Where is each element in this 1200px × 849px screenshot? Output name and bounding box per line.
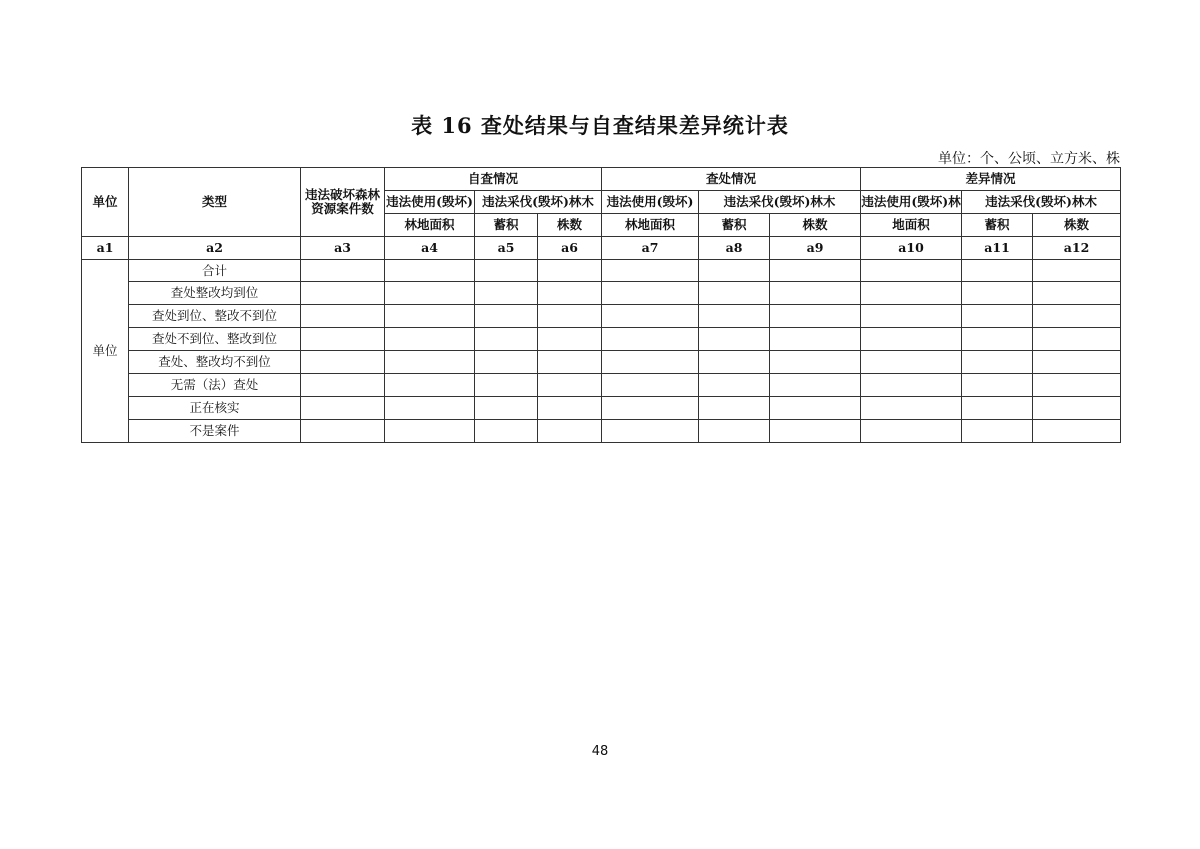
code-cell: a7 — [602, 236, 699, 259]
diff-ground-area: 地面积 — [861, 213, 962, 236]
data-cell — [770, 328, 861, 351]
data-cell — [602, 328, 699, 351]
data-cell — [475, 305, 538, 328]
self-forest-area: 林地面积 — [385, 213, 475, 236]
table-row — [82, 351, 1121, 374]
header-type: 类型 — [129, 168, 301, 237]
data-cell — [538, 305, 602, 328]
data-cell — [301, 259, 385, 282]
data-cell — [1033, 259, 1121, 282]
data-cell — [962, 374, 1033, 397]
diff-illegal-cutting: 违法采伐(毁坏)林木 — [962, 190, 1121, 213]
data-cell — [861, 282, 962, 305]
data-cell — [861, 328, 962, 351]
data-cell — [861, 374, 962, 397]
data-cell — [861, 351, 962, 374]
data-cell — [475, 374, 538, 397]
table-row — [82, 419, 1121, 442]
data-cell — [962, 259, 1033, 282]
data-cell — [1033, 351, 1121, 374]
data-cell — [475, 351, 538, 374]
data-cell — [602, 305, 699, 328]
data-cell — [475, 259, 538, 282]
data-cell — [301, 419, 385, 442]
inv-volume: 蓄积 — [699, 213, 770, 236]
code-cell: a3 — [301, 236, 385, 259]
data-cell — [1033, 374, 1121, 397]
data-cell — [962, 305, 1033, 328]
self-tree-count: 株数 — [538, 213, 602, 236]
header-row-1 — [82, 168, 1121, 191]
header-self-check: 自查情况 — [385, 168, 602, 191]
page-number: 48 — [591, 744, 609, 759]
code-cell: a2 — [129, 236, 301, 259]
unit-note: 单位：个、公顷、立方米、株 — [938, 151, 1120, 167]
data-cell — [1033, 328, 1121, 351]
data-cell — [699, 328, 770, 351]
code-cell: a10 — [861, 236, 962, 259]
row-type: 正在核实 — [129, 396, 301, 419]
code-cell: a6 — [538, 236, 602, 259]
data-cell — [385, 396, 475, 419]
data-cell — [385, 419, 475, 442]
table-row — [82, 374, 1121, 397]
data-cell — [699, 282, 770, 305]
data-cell — [770, 259, 861, 282]
row-type: 查处到位、整改不到位 — [129, 305, 301, 328]
data-cell — [1033, 282, 1121, 305]
row-type: 查处不到位、整改到位 — [129, 328, 301, 351]
row-type: 合计 — [129, 259, 301, 282]
data-cell — [475, 419, 538, 442]
header-cases-line1: 违法破坏森林 — [304, 186, 380, 202]
data-cell — [962, 419, 1033, 442]
data-cell — [385, 282, 475, 305]
data-cell — [385, 351, 475, 374]
header-investigation: 查处情况 — [602, 168, 861, 191]
page-title: 表 16 查处结果与自查结果差异统计表 — [411, 113, 789, 138]
data-cell — [1033, 396, 1121, 419]
data-cell — [699, 374, 770, 397]
data-cell — [962, 351, 1033, 374]
data-cell — [385, 305, 475, 328]
data-cell — [385, 328, 475, 351]
row-type: 查处、整改均不到位 — [129, 351, 301, 374]
data-cell — [301, 396, 385, 419]
data-cell — [538, 282, 602, 305]
code-cell: a8 — [699, 236, 770, 259]
self-illegal-use: 违法使用(毁坏) — [385, 190, 475, 213]
inv-forest-area: 林地面积 — [602, 213, 699, 236]
data-cell — [962, 282, 1033, 305]
data-cell — [699, 259, 770, 282]
row-type: 查处整改均到位 — [129, 282, 301, 305]
data-cell — [538, 351, 602, 374]
code-cell: a9 — [770, 236, 861, 259]
table-row — [82, 396, 1121, 419]
data-cell — [301, 374, 385, 397]
data-cell — [1033, 305, 1121, 328]
data-cell — [602, 396, 699, 419]
table-row — [82, 305, 1121, 328]
header-unit: 单位 — [82, 168, 129, 237]
diff-volume: 蓄积 — [962, 213, 1033, 236]
row-type: 无需（法）查处 — [129, 374, 301, 397]
code-cell: a5 — [475, 236, 538, 259]
difference-statistics-table — [81, 167, 1121, 443]
data-cell — [861, 396, 962, 419]
header-difference: 差异情况 — [861, 168, 1121, 191]
header-cases-line2: 资源案件数 — [311, 200, 374, 216]
data-cell — [699, 396, 770, 419]
data-cell — [301, 328, 385, 351]
data-cell — [861, 305, 962, 328]
data-cell — [770, 282, 861, 305]
inv-tree-count: 株数 — [770, 213, 861, 236]
data-cell — [962, 328, 1033, 351]
inv-illegal-cutting: 违法采伐(毁坏)林木 — [699, 190, 861, 213]
table-row — [82, 259, 1121, 282]
data-cell — [770, 305, 861, 328]
code-cell: a4 — [385, 236, 475, 259]
inv-illegal-use: 违法使用(毁坏) — [602, 190, 699, 213]
row-type: 不是案件 — [129, 419, 301, 442]
data-cell — [475, 282, 538, 305]
code-row — [82, 236, 1121, 259]
data-cell — [602, 351, 699, 374]
data-cell — [538, 374, 602, 397]
data-cell — [699, 305, 770, 328]
data-cell — [962, 396, 1033, 419]
data-cell — [602, 282, 699, 305]
data-cell — [770, 374, 861, 397]
data-cell — [1033, 419, 1121, 442]
data-cell — [301, 351, 385, 374]
data-cell — [699, 351, 770, 374]
data-cell — [770, 396, 861, 419]
code-cell: a11 — [962, 236, 1033, 259]
data-cell — [602, 259, 699, 282]
table-row — [82, 282, 1121, 305]
table-row — [82, 328, 1121, 351]
body-unit-label: 单位 — [82, 259, 129, 442]
data-cell — [770, 351, 861, 374]
data-cell — [602, 374, 699, 397]
data-cell — [770, 419, 861, 442]
data-cell — [861, 259, 962, 282]
data-cell — [301, 282, 385, 305]
diff-tree-count: 株数 — [1033, 213, 1121, 236]
data-cell — [475, 328, 538, 351]
data-cell — [699, 419, 770, 442]
data-cell — [861, 419, 962, 442]
self-volume: 蓄积 — [475, 213, 538, 236]
data-cell — [602, 419, 699, 442]
diff-illegal-use: 违法使用(毁坏)林 — [861, 190, 962, 213]
data-cell — [538, 396, 602, 419]
data-cell — [538, 419, 602, 442]
code-cell: a1 — [82, 236, 129, 259]
data-cell — [301, 305, 385, 328]
header-cases — [301, 168, 385, 237]
data-cell — [385, 374, 475, 397]
data-cell — [538, 328, 602, 351]
data-cell — [475, 396, 538, 419]
data-cell — [538, 259, 602, 282]
data-cell — [385, 259, 475, 282]
self-illegal-cutting: 违法采伐(毁坏)林木 — [475, 190, 602, 213]
code-cell: a12 — [1033, 236, 1121, 259]
